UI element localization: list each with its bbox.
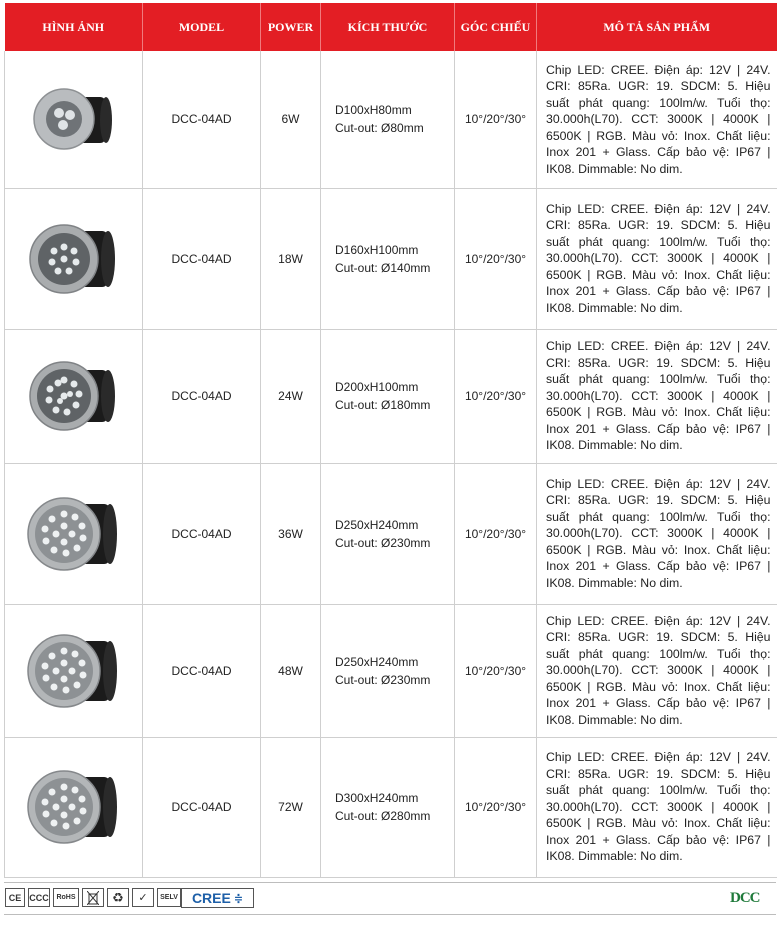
size-dimensions: D250xH240mm <box>335 517 419 532</box>
product-image-cell <box>5 604 143 737</box>
size-dimensions: D160xH100mm <box>335 242 419 257</box>
table-row <box>5 188 777 329</box>
certification-badges <box>5 888 181 907</box>
model-cell: DCC-04AD <box>143 463 261 604</box>
rcm-mark-icon: ✓ <box>132 888 154 907</box>
product-image-cell <box>5 329 143 463</box>
model-cell: DCC-04AD <box>143 329 261 463</box>
description-cell: Chip LED: CREE. Điện áp: 12V | 24V. CRI: 85Ra. UGR: 19. SDCM: 5. Hiệu suất phát quang: 100lm/w. Tuổi thọ: 30.000h(L70). CCT: 3000K | 4000K | 6500K | RGB. Màu vỏ: Inox. Chất liệu: Inox 201 + Glass. Cấp bảo vệ: IP67 | IK08. Dimmable: No dim. <box>537 463 777 604</box>
footer-divider-top <box>4 882 776 883</box>
lamp-image <box>24 217 124 301</box>
size-dimensions: D250xH240mm <box>335 654 419 669</box>
size-cell <box>321 604 455 737</box>
footer-divider-bottom <box>4 914 776 915</box>
description-cell: Chip LED: CREE. Điện áp: 12V | 24V. CRI: 85Ra. UGR: 19. SDCM: 5. Hiệu suất phát quang: 100lm/w. Tuổi thọ: 30.000h(L70). CCT: 3000K | 4000K | 6500K | RGB. Màu vỏ: Inox. Chất liệu: Inox 201 + Glass. Cấp bảo vệ: IP67 | IK08. Dimmable: No dim. <box>537 51 777 188</box>
description-cell: Chip LED: CREE. Điện áp: 12V | 24V. CRI: 85Ra. UGR: 19. SDCM: 5. Hiệu suất phát quang: 100lm/w. Tuổi thọ: 30.000h(L70). CCT: 3000K | 4000K | 6500K | RGB. Màu vỏ: Inox. Chất liệu: Inox 201 + Glass. Cấp bảo vệ: IP67 | IK08. Dimmable: No dim. <box>537 604 777 737</box>
table-row <box>5 463 777 604</box>
power-cell: 18W <box>261 188 321 329</box>
ccc-mark-icon: CCC <box>28 888 50 907</box>
size-cutout: Cut-out: Ø180mm <box>335 398 431 412</box>
header-power: POWER <box>261 3 321 51</box>
power-cell: 48W <box>261 604 321 737</box>
size-cutout: Cut-out: Ø280mm <box>335 809 431 823</box>
size-cell <box>321 737 455 877</box>
table-row <box>5 737 777 877</box>
angle-cell: 10°/20°/30° <box>455 604 537 737</box>
model-cell: DCC-04AD <box>143 604 261 737</box>
weee-bin-icon <box>82 888 104 907</box>
size-dimensions: D200xH100mm <box>335 380 419 394</box>
description-cell: Chip LED: CREE. Điện áp: 12V | 24V. CRI: 85Ra. UGR: 19. SDCM: 5. Hiệu suất phát quang: 100lm/w. Tuổi thọ: 30.000h(L70). CCT: 3000K | 4000K | 6500K | RGB. Màu vỏ: Inox. Chất liệu: Inox 201 + Glass. Cấp bảo vệ: IP67 | IK08. Dimmable: No dim. <box>537 188 777 329</box>
cree-logo-text: CREE <box>191 890 231 906</box>
selv-mark-icon: SELV <box>157 888 181 907</box>
recycle-icon: ♻ <box>107 888 129 907</box>
header-angle: GÓC CHIẾU <box>455 3 537 51</box>
lamp-image <box>24 490 124 578</box>
lamp-image <box>24 79 124 159</box>
table-row <box>5 604 777 737</box>
angle-cell: 10°/20°/30° <box>455 329 537 463</box>
cree-logo <box>181 888 254 908</box>
description-cell: Chip LED: CREE. Điện áp: 12V | 24V. CRI: 85Ra. UGR: 19. SDCM: 5. Hiệu suất phát quang: 100lm/w. Tuổi thọ: 30.000h(L70). CCT: 3000K | 4000K | 6500K | RGB. Màu vỏ: Inox. Chất liệu: Inox 201 + Glass. Cấp bảo vệ: IP67 | IK08. Dimmable: No dim. <box>537 329 777 463</box>
header-size: KÍCH THƯỚC <box>321 3 455 51</box>
size-cell <box>321 188 455 329</box>
size-dimensions: D100xH80mm <box>335 103 412 118</box>
header-model: MODEL <box>143 3 261 51</box>
header-image: HÌNH ẢNH <box>5 3 143 51</box>
product-image-cell <box>5 188 143 329</box>
header-description: MÔ TẢ SẢN PHẨM <box>537 3 777 51</box>
size-cutout: Cut-out: Ø80mm <box>335 121 424 136</box>
model-cell: DCC-04AD <box>143 51 261 188</box>
lamp-image <box>24 763 124 851</box>
product-table <box>4 3 777 878</box>
size-dimensions: D300xH240mm <box>335 791 419 805</box>
rohs-mark-icon: RoHS <box>53 888 79 907</box>
power-cell: 24W <box>261 329 321 463</box>
size-cell <box>321 463 455 604</box>
angle-cell: 10°/20°/30° <box>455 188 537 329</box>
model-cell: DCC-04AD <box>143 188 261 329</box>
ce-mark-icon: CE <box>5 888 25 907</box>
table-row <box>5 51 777 188</box>
angle-cell: 10°/20°/30° <box>455 51 537 188</box>
cree-logo-mark-icon: ≑ <box>233 892 244 905</box>
size-cutout: Cut-out: Ø140mm <box>335 260 431 275</box>
power-cell: 6W <box>261 51 321 188</box>
product-image-cell <box>5 51 143 188</box>
angle-cell: 10°/20°/30° <box>455 737 537 877</box>
size-cutout: Cut-out: Ø230mm <box>335 535 431 550</box>
lamp-image <box>24 627 124 715</box>
table-row <box>5 329 777 463</box>
model-cell: DCC-04AD <box>143 737 261 877</box>
product-image-cell <box>5 463 143 604</box>
size-cell <box>321 51 455 188</box>
size-cell <box>321 329 455 463</box>
dcc-logo: DCC <box>730 890 760 906</box>
lamp-image <box>24 354 124 438</box>
angle-cell: 10°/20°/30° <box>455 463 537 604</box>
size-cutout: Cut-out: Ø230mm <box>335 672 431 687</box>
description-cell: Chip LED: CREE. Điện áp: 12V | 24V. CRI: 85Ra. UGR: 19. SDCM: 5. Hiệu suất phát quang: 100lm/w. Tuổi thọ: 30.000h(L70). CCT: 3000K | 4000K | 6500K | RGB. Màu vỏ: Inox. Chất liệu: Inox 201 + Glass. Cấp bảo vệ: IP67 | IK08. Dimmable: No dim. <box>537 737 777 877</box>
power-cell: 72W <box>261 737 321 877</box>
product-image-cell <box>5 737 143 877</box>
power-cell: 36W <box>261 463 321 604</box>
table-header-row <box>5 3 777 51</box>
